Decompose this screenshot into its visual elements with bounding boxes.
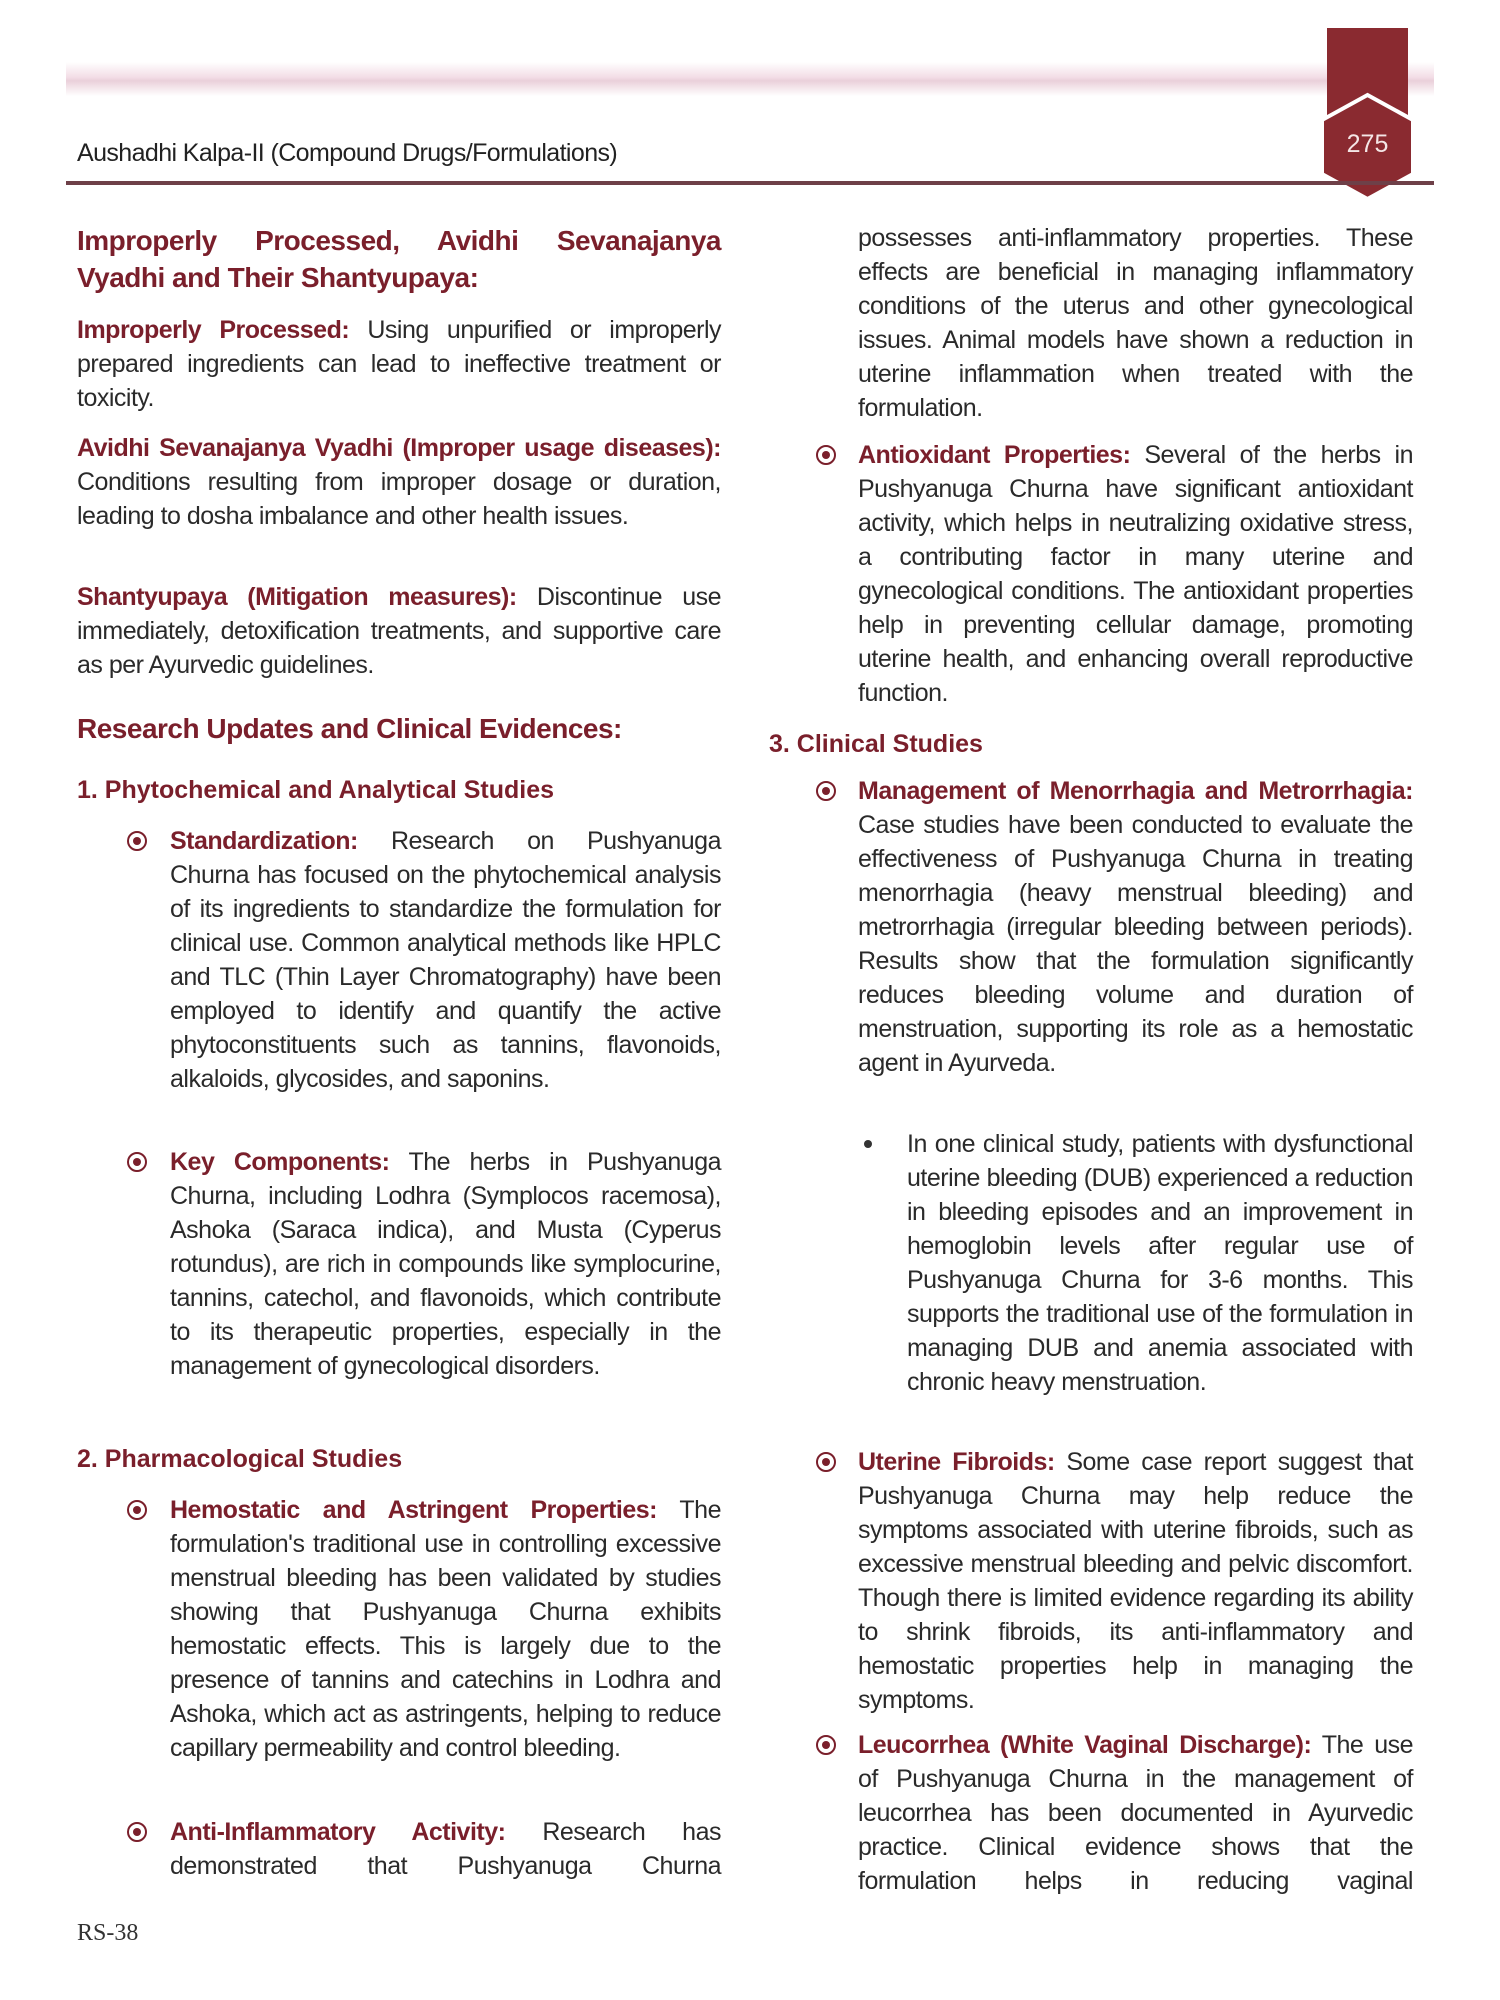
page-code: RS-38 [77, 1920, 139, 1946]
bullet-icon [127, 1822, 147, 1842]
bullet-icon [127, 1152, 147, 1172]
paragraph-improperly-processed: Improperly Processed: Using unpurified or improperly prepared ingredients can lead to ineffective treatment or toxicity. [77, 316, 722, 412]
research-heading: Research Updates and Clinical Evidences: [77, 713, 622, 744]
page-number: 275 [1346, 130, 1389, 158]
bullet-standardization: Standardization: Research on Pushyanuga Churna has focused on the phytochemical analysis of its ingredients to standardize the formulation for clinical use. Common analytical methods like HPLC and TLC (Thin Layer Chromatography) have been employed to identify and quantify the active phytoconstituents such as tannins, flavonoids, alkaloids, glycosides, and saponins. [170, 827, 721, 1093]
bullet-icon [127, 831, 147, 851]
header-band [66, 62, 1434, 96]
bullet-hemostatic: Hemostatic and Astringent Properties: The formulation's traditional use in controlling excessive menstrual bleeding has been validated by studies showing that Pushyanuga Churna exhibits hemostatic effects. This is largely due to the presence of tannins and catechins in Lodhra and Ashoka, which act as astringents, helping to reduce capillary permeability and control bleeding. [170, 1496, 721, 1762]
bullet-icon [816, 1735, 836, 1755]
sub-bullet-icon [864, 1140, 872, 1148]
subheading-phytochemical: 1. Phytochemical and Analytical Studies [77, 776, 555, 804]
subheading-pharmacological: 2. Pharmacological Studies [77, 1445, 403, 1473]
bullet-icon [816, 781, 836, 801]
bullet-leucorrhea: Leucorrhea (White Vaginal Discharge): The use of Pushyanuga Churna in the management of leucorrhea has been documented in Ayurvedic practice. Clinical evidence shows that the formulation helps in reducing vaginal [858, 1731, 1414, 1895]
sub-bullet-clinical-study: In one clinical study, patients with dysfunctional uterine bleeding (DUB) experienced a reduction in bleeding episodes and an improvement in hemoglobin levels after regular use of Pushyanuga Churna for 3-6 months. This supports the traditional use of the formulation in managing DUB and anemia associated with chronic heavy menstruation. [907, 1130, 1413, 1396]
section-heading: Improperly Processed, Avidhi Sevanajanya Vyadhi and Their Shantyupaya: [77, 225, 721, 293]
running-title: Aushadhi Kalpa-II (Compound Drugs/Formulations) [77, 139, 618, 167]
subheading-clinical: 3. Clinical Studies [769, 730, 983, 758]
bullet-icon [816, 1452, 836, 1472]
bullet-icon [816, 445, 836, 465]
bullet-uterine-fibroids: Uterine Fibroids: Some case report suggest that Pushyanuga Churna may help reduce the symptoms associated with uterine fibroids, such as excessive menstrual bleeding and pelvic discomfort. Though there is limited evidence regarding its ability to shrink fibroids, its anti-inflammatory and hemostatic properties help in managing the symptoms. [858, 1448, 1414, 1714]
bullet-antioxidant: Antioxidant Properties: Several of the herbs in Pushyanuga Churna have significant antioxidant activity, which helps in neutralizing oxidative stress, a contributing factor in many uterine and gynecological conditions. The antioxidant properties help in preventing cellular damage, promoting uterine health, and enhancing overall reproductive function. [858, 441, 1414, 707]
header-rule [66, 181, 1434, 185]
paragraph-avidhi: Avidhi Sevanajanya Vyadhi (Improper usage diseases): Conditions resulting from improper dosage or duration, leading to dosha imbalance and other health issues. [77, 434, 721, 530]
paragraph-continued: possesses anti-inflammatory properties. These effects are beneficial in managing inflammatory conditions of the uterus and other gynecological issues. Animal models have shown a reduction in uterine inflammation when treated with the formulation. [858, 224, 1413, 422]
bullet-icon [127, 1500, 147, 1520]
paragraph-shantyupaya: Shantyupaya (Mitigation measures): Discontinue use immediately, detoxification treatments, and supportive care as per Ayurvedic guidelines. [77, 583, 722, 679]
bullet-anti-inflammatory: Anti-Inflammatory Activity: Research has demonstrated that Pushyanuga Churna [170, 1818, 721, 1880]
bullet-key-components: Key Components: The herbs in Pushyanuga Churna, including Lodhra (Symplocos racemosa), Ashoka (Saraca indica), and Musta (Cyperus rotundus), are rich in compounds like symplocurine, tannins, catechol, and flavonoids, which contribute to its therapeutic properties, especially in the management of gynecological disorders. [170, 1148, 722, 1380]
bullet-menorrhagia: Management of Menorrhagia and Metrorrhagia: Case studies have been conducted to evaluate the effectiveness of Pushyanuga Churna in treating menorrhagia (heavy menstrual bleeding) and metrorrhagia (irregular bleeding between periods). Results show that the formulation significantly reduces bleeding volume and duration of menstruation, supporting its role as a hemostatic agent in Ayurveda. [858, 777, 1413, 1077]
